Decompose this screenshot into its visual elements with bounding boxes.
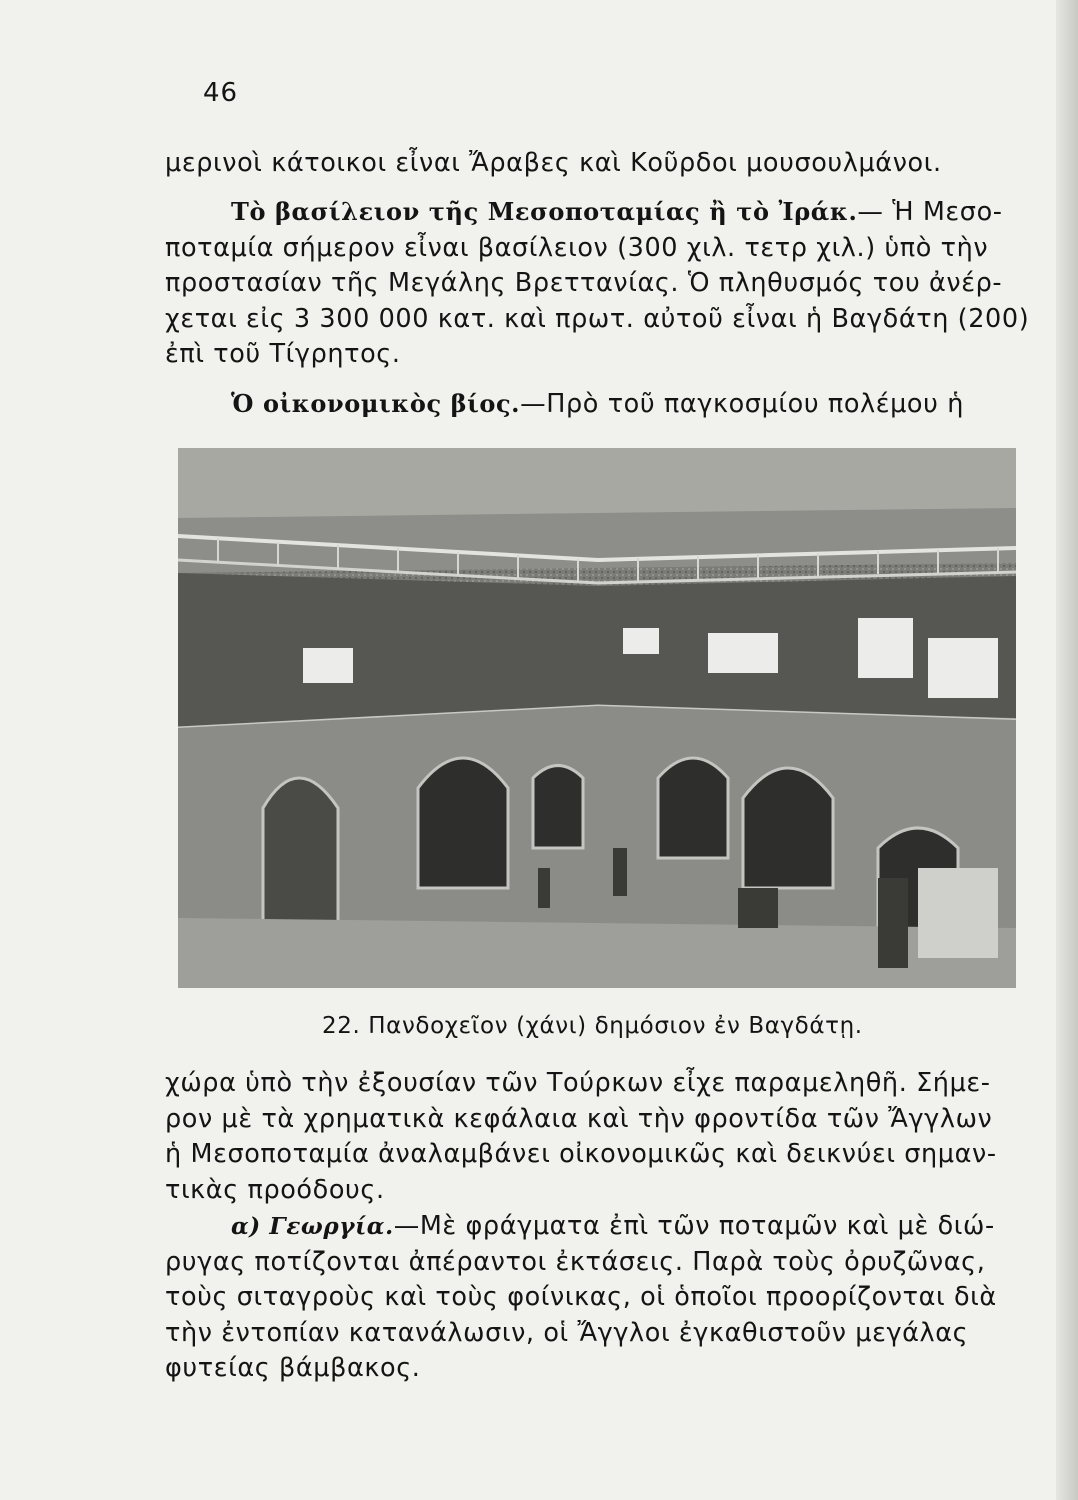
text-fragment: — Ἡ Μεσο- <box>857 197 1003 227</box>
section-heading-economy: Ὁ οἰκονομικὸς βίος. <box>231 389 521 418</box>
paragraph-iraq-kingdom <box>165 194 1035 373</box>
text-line <box>165 194 1035 231</box>
text-line: χεται εἰς 3 300 000 κατ. καὶ πρωτ. αὐτοῦ εἶναι ἡ Βαγδάτη (200) <box>165 303 1030 334</box>
text-line: ἐπὶ τοῦ Τίγρητος. <box>165 339 401 369</box>
figure-caption: 22. Πανδοχεῖον (χάνι) δημόσιον ἐν Βαγδάτῃ. <box>322 1013 863 1039</box>
text-line: ποταμία σήμερον εἶναι βασίλειον (300 χιλ. τετρ χιλ.) ὑπὸ τὴν <box>165 232 989 263</box>
figure-photo-caravanserai <box>178 448 1016 988</box>
text-line: τικὰς προόδους. <box>165 1174 385 1205</box>
text-line: ρυγας ποτίζονται ἀπέραντοι ἐκτάσεις. Παρὰ τοὺς ὀρυζῶνας, <box>165 1246 986 1277</box>
text-line <box>165 1209 1035 1245</box>
text-fragment: —Μὲ φράγματα ἐπὶ τῶν ποταμῶν καὶ μὲ διώ- <box>393 1211 995 1241</box>
text-fragment: —Πρὸ τοῦ παγκοσμίου πολέμου ἡ <box>520 389 964 419</box>
section-heading-iraq: Τὸ βασίλειον τῆς Μεσοποταμίας ἢ τὸ Ἰράκ. <box>231 197 858 226</box>
text-line: χώρα ὑπὸ τὴν ἐξουσίαν τῶν Τούρκων εἶχε παραμεληθῆ. Σήμε- <box>165 1068 991 1098</box>
paragraph-economic-life <box>165 386 1035 423</box>
text-line: τοὺς σιταγροὺς καὶ τοὺς φοίνικας, οἱ ὁποῖοι προορίζονται διὰ <box>165 1282 997 1312</box>
text-line: μερινοὶ κάτοικοι εἶναι Ἄραβες καὶ Κοῦρδοι μουσουλμάνοι. <box>165 148 942 178</box>
page-number: 46 <box>203 78 239 108</box>
text-line: ἡ Μεσοποταμία ἀναλαμβάνει οἰκονομικῶς καὶ δεικνύει σημαν- <box>165 1139 997 1169</box>
paragraph-continuation <box>165 146 1035 182</box>
caravanserai-illustration <box>178 448 1016 988</box>
page-spine-shadow <box>1056 0 1078 1500</box>
paragraph-agriculture <box>165 1209 1035 1387</box>
text-line <box>165 386 1035 423</box>
text-line: τὴν ἐντοπίαν κατανάλωσιν, οἱ Ἄγγλοι ἐγκαθιστοῦν μεγάλας <box>165 1317 969 1348</box>
section-heading-agriculture: α) Γεωργία. <box>231 1213 394 1240</box>
text-line: φυτείας βάμβακος. <box>165 1353 421 1383</box>
paragraph-continuation-economy <box>165 1066 1035 1208</box>
text-line: προστασίαν τῆς Μεγάλης Βρεττανίας. Ὁ πληθυσμός του ἀνέρ- <box>165 268 1003 298</box>
text-line: ρον μὲ τὰ χρηματικὰ κεφάλαια καὶ τὴν φροντίδα τῶν Ἄγγλων <box>165 1103 993 1134</box>
